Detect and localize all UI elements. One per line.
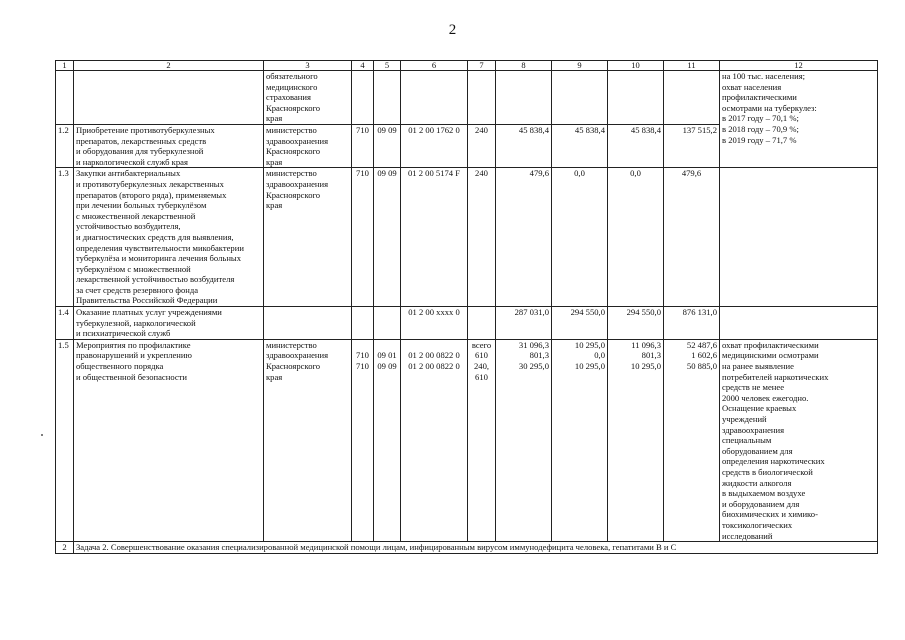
page-number: 2 [448, 22, 457, 38]
amount-year-1: 479,6 [496, 168, 552, 307]
target-article: 01 2 00 1762 0 [401, 124, 468, 167]
col-header-2: 2 [74, 61, 264, 71]
amount-year-3: 45 838,4 [608, 124, 664, 167]
target-article: 01 2 00 5174 F [401, 168, 468, 307]
column-number-row [56, 61, 878, 71]
amount-year-2: 45 838,4 [552, 124, 608, 167]
amount-year-2: 10 295,0 0,0 10 295,0 [552, 339, 608, 541]
col-header-12: 12 [720, 61, 878, 71]
amount-year-3: 11 096,3 801,3 10 295,0 [608, 339, 664, 541]
row-number: 1.5 [56, 339, 74, 541]
section-code: 09 09 [374, 168, 401, 307]
table-row-task-2 [56, 542, 878, 554]
col-header-1: 1 [56, 61, 74, 71]
measure-name: Закупки антибактериальных и противотуберкулезных лекарственных препаратов (второго ряда), применяемых при лечении больных туберкулёзом с множественной лекарственной устойчивостью возбудителя, и диагностических средств для выявления, определения чувствительности микобактерии туберкулёза и мониторинга лечения больных туберкулёзом с множественной лекарственной устойчивостью возбудителя за счет средств резервного фонда Правительства Российской Федерации [74, 168, 264, 307]
target-article: 01 2 00 xxxx 0 [401, 307, 468, 340]
grbs-code: 710 [352, 168, 374, 307]
measure-name: Мероприятия по профилактике правонарушений и укреплению общественного порядка и общественной безопасности [74, 339, 264, 541]
amount-year-1: 287 031,0 [496, 307, 552, 340]
col-header-7: 7 [468, 61, 496, 71]
table-row-1-3 [56, 168, 878, 307]
task-heading: Задача 2. Совершенствование оказания специализированной медицинской помощи лицам, инфицированным вирусом иммунодефицита человека, гепатитами В и С [74, 542, 878, 554]
result-indicator-1: на 100 тыс. населения; охват населения профилактическими осмотрами на туберкулез: в 2017 году – 70,1 %; в 2018 году – 70,9 %; в 2019 году – 71,7 % [720, 71, 878, 168]
row-number: 1.3 [56, 168, 74, 307]
program-table [55, 60, 878, 554]
section-code: 09 01 09 09 [374, 339, 401, 541]
table-row-continuation [56, 71, 878, 125]
amount-year-1: 31 096,3 801,3 30 295,0 [496, 339, 552, 541]
amount-year-2: 294 550,0 [552, 307, 608, 340]
row-number: 1.4 [56, 307, 74, 340]
amount-year-1: 45 838,4 [496, 124, 552, 167]
executor: министерство здравоохранения Красноярского края [264, 339, 352, 541]
table-row-1-4 [56, 307, 878, 340]
amount-year-3: 0,0 [608, 168, 664, 307]
row-number: 1.2 [56, 124, 74, 167]
cont-executor: обязательного медицинского страхования Красноярского края [264, 71, 352, 125]
result-indicator-2: охват профилактическими медицинскими осмотрами на ранее выявление потребителей наркотических средств не менее 2000 человек ежегодно. Оснащение краевых учреждений здравоохранения специальным оборудованием для определения наркотических средств в биологической жидкости алкоголя в выдыхаемом воздухе и оборудованием для биохимических и химико- токсикологических исследований [720, 339, 878, 541]
col-header-10: 10 [608, 61, 664, 71]
amount-year-2: 0,0 [552, 168, 608, 307]
amount-total: 52 487,6 1 602,6 50 885,0 [664, 339, 720, 541]
row-number: 2 [56, 542, 74, 554]
col-header-9: 9 [552, 61, 608, 71]
col-header-3: 3 [264, 61, 352, 71]
col-header-6: 6 [401, 61, 468, 71]
col-header-5: 5 [374, 61, 401, 71]
scan-dot [41, 434, 43, 436]
col-header-11: 11 [664, 61, 720, 71]
table-row-1-5 [56, 339, 878, 541]
executor: министерство здравоохранения Красноярского края [264, 124, 352, 167]
executor: министерство здравоохранения Красноярского края [264, 168, 352, 307]
amount-year-3: 294 550,0 [608, 307, 664, 340]
amount-total: 137 515,2 [664, 124, 720, 167]
amount-total: 876 131,0 [664, 307, 720, 340]
expense-type: 240 [468, 168, 496, 307]
col-header-4: 4 [352, 61, 374, 71]
section-code: 09 09 [374, 124, 401, 167]
grbs-code: 710 [352, 124, 374, 167]
grbs-code: 710 710 [352, 339, 374, 541]
expense-type: 240 [468, 124, 496, 167]
col-header-8: 8 [496, 61, 552, 71]
target-article: 01 2 00 0822 0 01 2 00 0822 0 [401, 339, 468, 541]
amount-total: 479,6 [664, 168, 720, 307]
expense-type: всего 610 240, 610 [468, 339, 496, 541]
measure-name: Приобретение противотуберкулезных препаратов, лекарственных средств и оборудования для туберкулезной и наркологической служб края [74, 124, 264, 167]
measure-name: Оказание платных услуг учреждениями туберкулезной, наркологической и психиатрической служб [74, 307, 264, 340]
